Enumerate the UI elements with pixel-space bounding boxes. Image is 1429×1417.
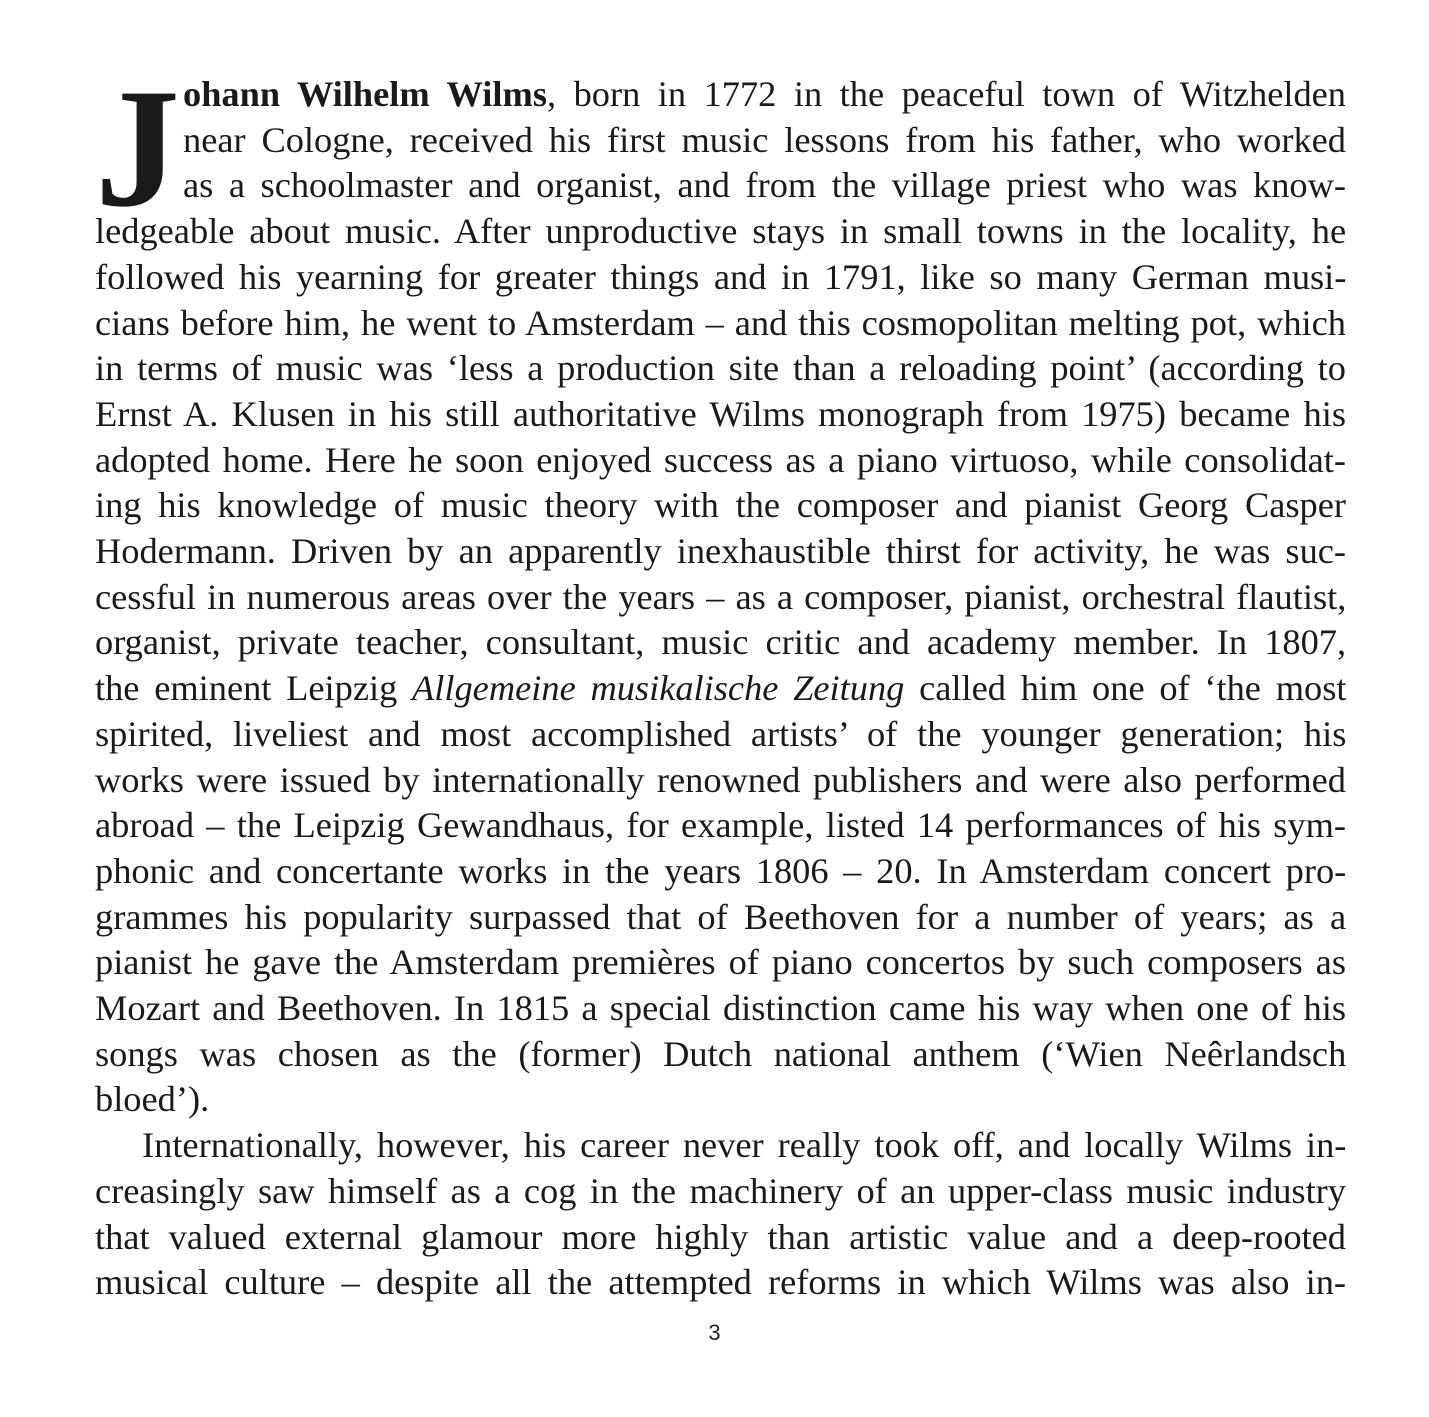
text-line: songs was chosen as the (former) Dutch national anthem (‘Wien Neêrlandsch (95, 1033, 1347, 1074)
text-line: Ernst A. Klusen in his still authoritative Wilms monograph from 1975) became his (95, 393, 1346, 434)
paragraph-2 (95, 1123, 1346, 1306)
text-line: the eminent Leipzig Allgemeine musikalische Zeitung called him one of ‘the most (95, 668, 1347, 709)
paragraph-1 (95, 54, 1347, 1123)
text-line: ledgeable about music. After unproductive stays in small towns in the locality, he (95, 211, 1347, 252)
page-body (95, 54, 1347, 1306)
text-line: Internationally, however, his career never really took off, and locally Wilms in- (142, 1125, 1347, 1166)
drop-cap: J (95, 54, 180, 242)
text-line: followed his yearning for greater things and in 1791, like so many German musi- (95, 256, 1347, 297)
text-line: in terms of music was ‘less a production site than a reloading point’ (according to (95, 348, 1346, 389)
text-line: cessful in numerous areas over the years – as a composer, pianist, orchestral flautist, (95, 576, 1347, 617)
text-line: Hodermann. Driven by an apparently inexhaustible thirst for activity, he was suc- (95, 531, 1347, 572)
text-line: creasingly saw himself as a cog in the machinery of an upper-class music industry (95, 1170, 1346, 1211)
text-line: bloed’). (95, 1079, 210, 1120)
text-line: abroad – the Leipzig Gewandhaus, for example, listed 14 performances of his sym- (95, 805, 1346, 846)
text-line: grammes his popularity surpassed that of Beethoven for a number of years; as a (95, 896, 1347, 937)
page-number: 3 (708, 1320, 721, 1345)
composer-name: ohann Wilhelm Wilms (183, 74, 547, 114)
text-line: as a schoolmaster and organist, and from the village priest who was know- (183, 165, 1346, 206)
text-line: ohann Wilhelm Wilms, born in 1772 in the peaceful town of Witzhelden (183, 74, 1346, 114)
text-line: works were issued by internationally renowned publishers and were also performed (95, 759, 1346, 800)
text-line: ing his knowledge of music theory with the composer and pianist Georg Casper (95, 485, 1346, 526)
text-line: musical culture – despite all the attempted reforms in which Wilms was also in- (95, 1262, 1347, 1303)
text-line: cians before him, he went to Amsterdam – and this cosmopolitan melting pot, which (95, 302, 1346, 343)
text-line: adopted home. Here he soon enjoyed success as a piano virtuoso, while consolidat- (95, 439, 1346, 480)
text-line: near Cologne, received his first music lessons from his father, who worked (183, 119, 1346, 160)
text-line: that valued external glamour more highly than artistic value and a deep-rooted (95, 1216, 1346, 1257)
text-line: phonic and concertante works in the years 1806 – 20. In Amsterdam concert pro- (95, 850, 1347, 891)
text-line: pianist he gave the Amsterdam premières of piano concertos by such composers as (95, 942, 1346, 983)
text-line: organist, private teacher, consultant, music critic and academy member. In 1807, (95, 622, 1347, 663)
text-line: Mozart and Beethoven. In 1815 a special distinction came his way when one of his (95, 988, 1346, 1029)
newspaper-title: Allgemeine musikalische Zeitung (412, 668, 905, 709)
text-line: spirited, liveliest and most accomplished artists’ of the younger generation; his (95, 713, 1347, 754)
